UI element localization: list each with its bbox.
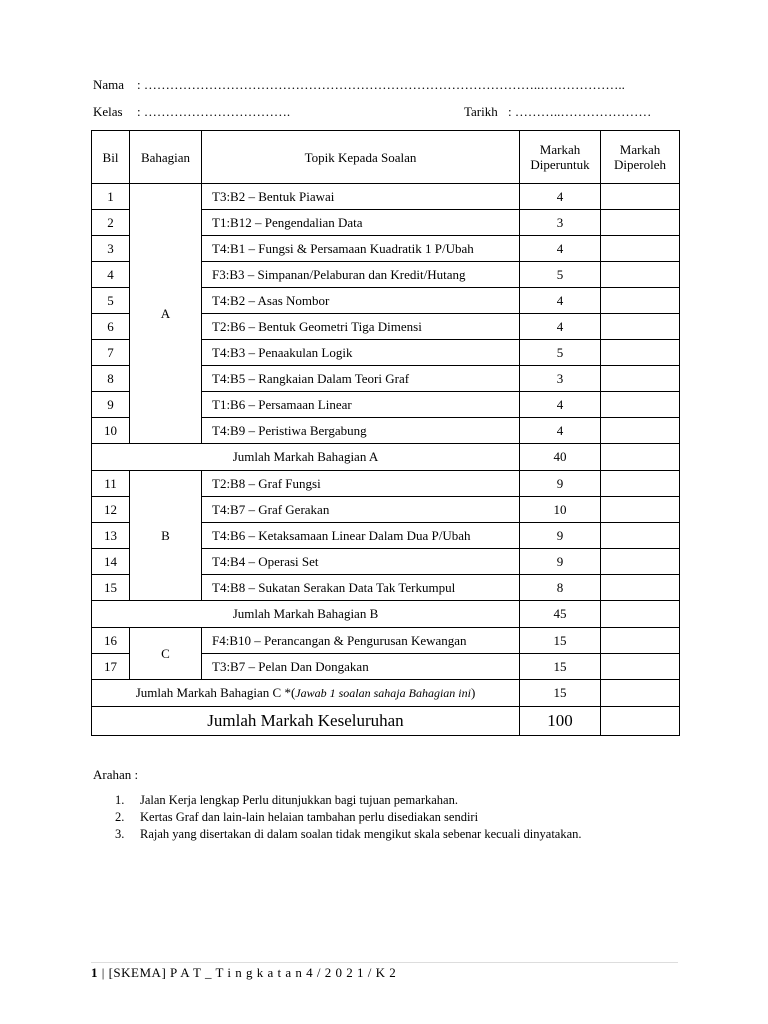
row-diperoleh-cell[interactable] bbox=[601, 262, 680, 288]
marks-table bbox=[91, 130, 680, 736]
row-markah: 9 bbox=[520, 549, 601, 575]
footer-text: | [SKEMA] P A T _ T i n g k a t a n 4 / 2 0 2 1 / K 2 bbox=[98, 965, 397, 980]
row-topik: F4:B10 – Perancangan & Pengurusan Kewangan bbox=[202, 628, 520, 654]
footer-divider bbox=[91, 962, 678, 963]
page-footer bbox=[91, 965, 396, 981]
nama-line bbox=[93, 77, 625, 93]
header-diperuntuk-line2: Diperuntuk bbox=[530, 157, 590, 172]
row-markah: 4 bbox=[520, 288, 601, 314]
subtotal-c-note: Jawab 1 soalan sahaja Bahagian ini bbox=[295, 686, 471, 700]
page-number: 1 bbox=[91, 965, 98, 980]
row-markah: 4 bbox=[520, 184, 601, 210]
subtotal-b-value: 45 bbox=[520, 601, 601, 628]
row-markah: 4 bbox=[520, 236, 601, 262]
row-diperoleh-cell[interactable] bbox=[601, 340, 680, 366]
instruction-text: Jalan Kerja lengkap Perlu ditunjukkan bagi tujuan pemarkahan. bbox=[140, 793, 458, 807]
table-row bbox=[92, 184, 680, 210]
row-diperoleh-cell[interactable] bbox=[601, 654, 680, 680]
row-diperoleh-cell[interactable] bbox=[601, 236, 680, 262]
grand-total-row bbox=[92, 707, 680, 736]
row-bil: 5 bbox=[92, 288, 130, 314]
row-diperoleh-cell[interactable] bbox=[601, 210, 680, 236]
row-topik: T3:B2 – Bentuk Piawai bbox=[202, 184, 520, 210]
row-bil: 4 bbox=[92, 262, 130, 288]
row-markah: 15 bbox=[520, 628, 601, 654]
row-diperoleh-cell[interactable] bbox=[601, 549, 680, 575]
section-b-label: B bbox=[130, 471, 202, 601]
grand-total-value: 100 bbox=[520, 707, 601, 736]
list-item bbox=[93, 809, 582, 826]
row-diperoleh-cell[interactable] bbox=[601, 471, 680, 497]
row-topik: T4:B8 – Sukatan Serakan Data Tak Terkumpul bbox=[202, 575, 520, 601]
subtotal-b-label: Jumlah Markah Bahagian B bbox=[92, 601, 520, 628]
header-markah-diperuntuk bbox=[520, 131, 601, 184]
table-row bbox=[92, 628, 680, 654]
subtotal-a-diperoleh-cell[interactable] bbox=[601, 444, 680, 471]
row-topik: T1:B12 – Pengendalian Data bbox=[202, 210, 520, 236]
header-markah-diperoleh bbox=[601, 131, 680, 184]
row-diperoleh-cell[interactable] bbox=[601, 418, 680, 444]
row-topik: T1:B6 – Persamaan Linear bbox=[202, 392, 520, 418]
grand-total-diperoleh-cell[interactable] bbox=[601, 707, 680, 736]
row-markah: 15 bbox=[520, 654, 601, 680]
tarikh-field[interactable]: : ………..………………… bbox=[508, 104, 652, 119]
row-markah: 5 bbox=[520, 340, 601, 366]
subtotal-c-close: ) bbox=[470, 685, 476, 700]
row-diperoleh-cell[interactable] bbox=[601, 184, 680, 210]
tarikh-label: Tarikh bbox=[464, 104, 498, 119]
row-bil: 6 bbox=[92, 314, 130, 340]
header-diperoleh-line1: Markah bbox=[619, 142, 661, 157]
list-item bbox=[93, 792, 582, 809]
row-topik: T4:B4 – Operasi Set bbox=[202, 549, 520, 575]
row-bil: 15 bbox=[92, 575, 130, 601]
subtotal-a-value: 40 bbox=[520, 444, 601, 471]
row-topik: T4:B5 – Rangkaian Dalam Teori Graf bbox=[202, 366, 520, 392]
row-bil: 14 bbox=[92, 549, 130, 575]
section-a-label: A bbox=[130, 184, 202, 444]
header-diperuntuk-line1: Markah bbox=[539, 142, 581, 157]
section-c-label: C bbox=[130, 628, 202, 680]
row-bil: 2 bbox=[92, 210, 130, 236]
row-diperoleh-cell[interactable] bbox=[601, 288, 680, 314]
row-markah: 3 bbox=[520, 366, 601, 392]
row-bil: 16 bbox=[92, 628, 130, 654]
row-bil: 7 bbox=[92, 340, 130, 366]
subtotal-b-diperoleh-cell[interactable] bbox=[601, 601, 680, 628]
row-diperoleh-cell[interactable] bbox=[601, 497, 680, 523]
row-markah: 8 bbox=[520, 575, 601, 601]
instructions-title: Arahan : bbox=[93, 767, 139, 782]
grand-total-label: Jumlah Markah Keseluruhan bbox=[92, 707, 520, 736]
kelas-line bbox=[93, 104, 291, 120]
row-diperoleh-cell[interactable] bbox=[601, 575, 680, 601]
instruction-number: 3. bbox=[115, 827, 125, 841]
row-topik: T4:B3 – Penaakulan Logik bbox=[202, 340, 520, 366]
list-item bbox=[93, 826, 582, 843]
kelas-field[interactable]: : ……………………………. bbox=[137, 104, 291, 119]
instruction-number: 2. bbox=[115, 810, 125, 824]
row-diperoleh-cell[interactable] bbox=[601, 523, 680, 549]
table-row bbox=[92, 471, 680, 497]
subtotal-c-value: 15 bbox=[520, 680, 601, 707]
header-bahagian: Bahagian bbox=[130, 131, 202, 184]
row-bil: 1 bbox=[92, 184, 130, 210]
subtotal-c-label-cell bbox=[92, 680, 520, 707]
subtotal-row-b bbox=[92, 601, 680, 628]
row-topik: T3:B7 – Pelan Dan Dongakan bbox=[202, 654, 520, 680]
nama-label: Nama bbox=[93, 77, 125, 92]
row-topik: T4:B6 – Ketaksamaan Linear Dalam Dua P/Ubah bbox=[202, 523, 520, 549]
subtotal-c-diperoleh-cell[interactable] bbox=[601, 680, 680, 707]
row-bil: 10 bbox=[92, 418, 130, 444]
header-bil: Bil bbox=[92, 131, 130, 184]
subtotal-row-c bbox=[92, 680, 680, 707]
row-diperoleh-cell[interactable] bbox=[601, 628, 680, 654]
row-bil: 3 bbox=[92, 236, 130, 262]
row-topik: T4:B2 – Asas Nombor bbox=[202, 288, 520, 314]
nama-field[interactable]: : ………………………………………………………………………………..……………….. bbox=[137, 77, 625, 92]
subtotal-c-label: Jumlah Markah Bahagian C *( bbox=[135, 685, 296, 700]
row-diperoleh-cell[interactable] bbox=[601, 392, 680, 418]
instructions-list bbox=[93, 792, 582, 843]
row-markah: 9 bbox=[520, 471, 601, 497]
row-topik: T2:B8 – Graf Fungsi bbox=[202, 471, 520, 497]
table-header-row bbox=[92, 131, 680, 184]
row-markah: 4 bbox=[520, 418, 601, 444]
row-diperoleh-cell[interactable] bbox=[601, 366, 680, 392]
tarikh-line bbox=[464, 104, 652, 120]
subtotal-row-a bbox=[92, 444, 680, 471]
row-markah: 5 bbox=[520, 262, 601, 288]
row-bil: 12 bbox=[92, 497, 130, 523]
row-topik: T4:B7 – Graf Gerakan bbox=[202, 497, 520, 523]
row-bil: 13 bbox=[92, 523, 130, 549]
header-diperoleh-line2: Diperoleh bbox=[614, 157, 666, 172]
instruction-number: 1. bbox=[115, 793, 125, 807]
row-bil: 17 bbox=[92, 654, 130, 680]
row-topik: T2:B6 – Bentuk Geometri Tiga Dimensi bbox=[202, 314, 520, 340]
row-topik: T4:B9 – Peristiwa Bergabung bbox=[202, 418, 520, 444]
instruction-text: Rajah yang disertakan di dalam soalan tidak mengikut skala sebenar kecuali dinyatakan. bbox=[140, 827, 582, 841]
subtotal-a-label: Jumlah Markah Bahagian A bbox=[92, 444, 520, 471]
row-bil: 9 bbox=[92, 392, 130, 418]
row-markah: 9 bbox=[520, 523, 601, 549]
row-bil: 11 bbox=[92, 471, 130, 497]
row-markah: 3 bbox=[520, 210, 601, 236]
row-markah: 4 bbox=[520, 314, 601, 340]
instruction-text: Kertas Graf dan lain-lain helaian tambahan perlu disediakan sendiri bbox=[140, 810, 479, 824]
row-topik: T4:B1 – Fungsi & Persamaan Kuadratik 1 P/Ubah bbox=[202, 236, 520, 262]
row-topik: F3:B3 – Simpanan/Pelaburan dan Kredit/Hutang bbox=[202, 262, 520, 288]
row-markah: 10 bbox=[520, 497, 601, 523]
row-bil: 8 bbox=[92, 366, 130, 392]
kelas-label: Kelas bbox=[93, 104, 123, 119]
row-markah: 4 bbox=[520, 392, 601, 418]
header-topik: Topik Kepada Soalan bbox=[202, 131, 520, 184]
row-diperoleh-cell[interactable] bbox=[601, 314, 680, 340]
